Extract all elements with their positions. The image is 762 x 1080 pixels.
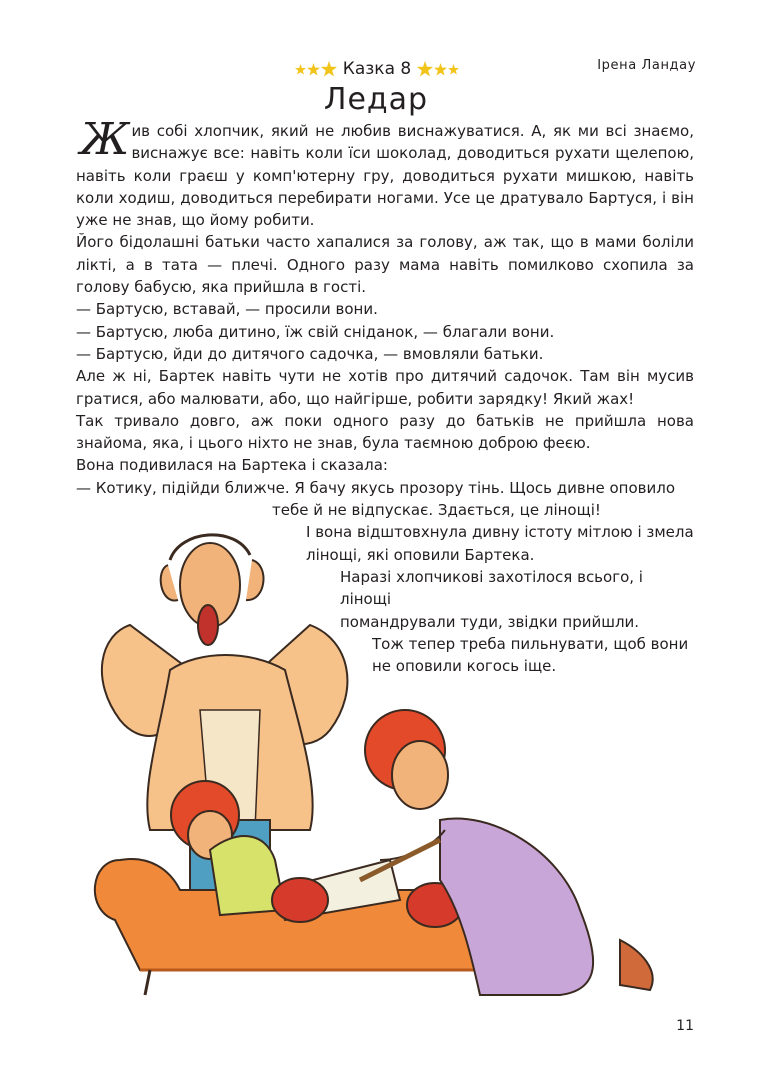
- paragraph-5: — Бартусю, йди до дитячого садочка, — вмовляли батьки.: [76, 344, 544, 363]
- paragraph-1: Жив собі хлопчик, який не любив виснажуватися. А, як ми всі знаємо, виснажує все: навіть коли їси шоколад, доводиться рухати щелепою, навіть коли граєш у комп'ютерну гру, доводиться рухати мишкою, навіть коли ходиш, доводиться перебирати ногами. Усе це дратувало Бартуся, і він уже не знав, що йому робити.: [76, 114, 694, 230]
- paragraph-9-line-2: тебе й не відпускає. Здається, це лінощі!: [272, 501, 601, 520]
- paragraph-8: Вона подивилася на Бартека і сказала:: [76, 456, 388, 475]
- paragraph-4: — Бартусю, люба дитино, їж свій сніданок, — благали вони.: [76, 322, 555, 341]
- stars-right-icon: [417, 61, 459, 77]
- paragraph-12-line-1: Тож тепер треба пильнувати, щоб вони: [372, 634, 689, 653]
- paragraph-11-line-1: Наразі хлопчикові захотілося всього, і лінощі: [340, 567, 643, 609]
- story-label: Казка 8: [342, 59, 412, 79]
- story-title: Ледар: [323, 82, 429, 117]
- page-number: 11: [676, 1018, 694, 1034]
- paragraph-10-line-2: лінощі, які оповили Бартека.: [306, 545, 535, 564]
- page-header: [0, 0, 762, 79]
- paragraph-11-line-2: помандрували туди, звідки прийшли.: [340, 612, 640, 631]
- paragraph-9-line-1: — Котику, підійди ближче. Я бачу якусь прозору тінь. Щось дивне оповило: [76, 478, 676, 497]
- stars-left-icon: [295, 61, 337, 77]
- drop-cap: Ж: [80, 114, 130, 165]
- paragraph-7: Так тривало довго, аж поки одного разу до батьків не прийшла нова знайома, яка, і цього ніхто не знав, була таємною доброю феєю.: [76, 411, 694, 453]
- story-illustration: [60, 530, 700, 1010]
- paragraph-6: Але ж ні, Бартек навіть чути не хотів про дитячий садочок. Там він мусив гратися, або малювати, або, що найгірше, робити зарядку! Який жах!: [76, 367, 694, 408]
- paragraph-3: — Бартусю, вставай, — просили вони.: [76, 300, 378, 319]
- author-name: Ірена Ландау: [597, 58, 696, 73]
- story-number-heading: [292, 56, 462, 82]
- paragraph-12-line-2: не оповили когось іще.: [372, 657, 557, 676]
- paragraph-10-line-1: І вона відштовхнула дивну істоту мітлою і змела: [306, 523, 694, 542]
- paragraph-2: Його бідолашні батьки часто хапалися за голову, аж так, що в мами боліли лікті, а в тата — плечі. Одного разу мама навіть помилково схопила за голову бабусю, яка прийшла в гості.: [76, 233, 694, 297]
